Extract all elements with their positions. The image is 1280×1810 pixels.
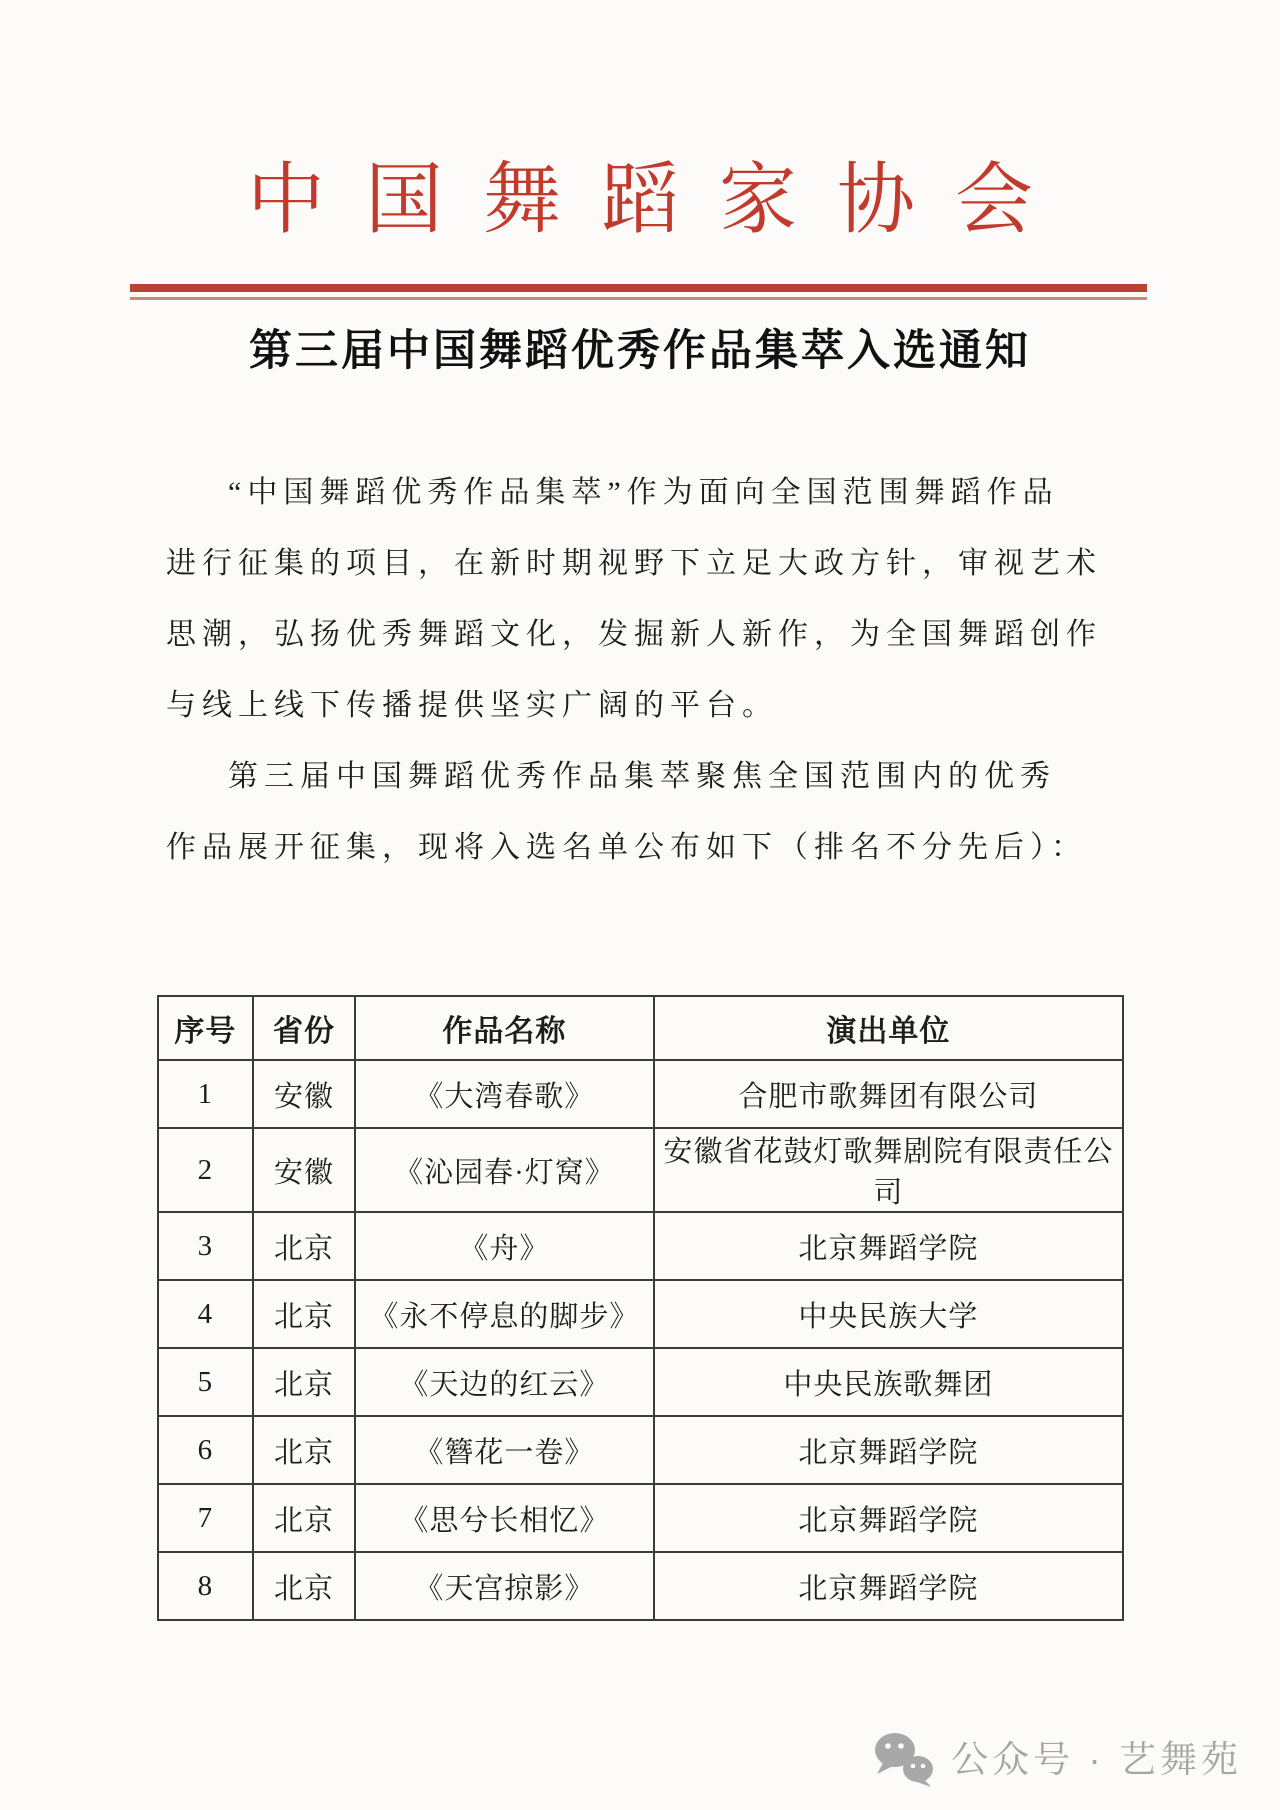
cell-unit: 北京舞蹈学院 [654,1552,1123,1620]
table-row [158,1416,1123,1484]
cell-no: 8 [158,1552,253,1620]
cell-no: 7 [158,1484,253,1552]
cell-no: 4 [158,1280,253,1348]
header-work: 作品名称 [355,996,654,1060]
header-rule-thin [130,297,1147,300]
cell-unit: 中央民族大学 [654,1280,1123,1348]
cell-province: 安徽 [253,1060,355,1128]
paragraph1-line4: 与线上线下传播提供坚实广阔的平台。 [166,689,778,722]
cell-work: 《舟》 [355,1212,654,1280]
cell-no: 2 [158,1128,253,1212]
cell-work: 《大湾春歌》 [355,1060,654,1128]
paragraph2-line1: 第三届中国舞蹈优秀作品集萃聚焦全国范围内的优秀 [228,760,1056,793]
paragraph1-line3: 思潮，弘扬优秀舞蹈文化，发掘新人新作，为全国舞蹈创作 [166,618,1102,651]
header-province: 省份 [253,996,355,1060]
watermark [871,1731,1242,1789]
header-unit: 演出单位 [654,996,1123,1060]
cell-province: 北京 [253,1280,355,1348]
paragraph1-line1: “中国舞蹈优秀作品集萃”作为面向全国范围舞蹈作品 [228,476,1059,509]
cell-no: 5 [158,1348,253,1416]
selection-table [157,995,1124,1621]
header-rule [130,284,1147,300]
cell-work: 《天边的红云》 [355,1348,654,1416]
cell-unit: 安徽省花鼓灯歌舞剧院有限责任公司 [654,1128,1123,1212]
cell-unit: 中央民族歌舞团 [654,1348,1123,1416]
cell-no: 1 [158,1060,253,1128]
cell-no: 6 [158,1416,253,1484]
table-row [158,1552,1123,1620]
header-rule-thick [130,284,1147,292]
page-title: 第三届中国舞蹈优秀作品集萃入选通知 [249,328,1031,375]
header-no: 序号 [158,996,253,1060]
table-row [158,1348,1123,1416]
table-row [158,1128,1123,1212]
cell-unit: 北京舞蹈学院 [654,1212,1123,1280]
cell-work: 《沁园春·灯窝》 [355,1128,654,1212]
table-header-row [158,996,1123,1060]
cell-work: 《天宫掠影》 [355,1552,654,1620]
paragraph1-line2: 进行征集的项目，在新时期视野下立足大政方针，审视艺术 [166,547,1102,580]
cell-unit: 北京舞蹈学院 [654,1416,1123,1484]
cell-no: 3 [158,1212,253,1280]
cell-work: 《永不停息的脚步》 [355,1280,654,1348]
table-row [158,1280,1123,1348]
cell-province: 北京 [253,1416,355,1484]
cell-province: 安徽 [253,1128,355,1212]
cell-unit: 合肥市歌舞团有限公司 [654,1060,1123,1128]
cell-province: 北京 [253,1348,355,1416]
cell-province: 北京 [253,1484,355,1552]
cell-work: 《簪花一卷》 [355,1416,654,1484]
paragraph2-line2: 作品展开征集，现将入选名单公布如下（排名不分先后）： [166,831,1087,864]
cell-unit: 北京舞蹈学院 [654,1484,1123,1552]
notice-body [166,457,1102,883]
wechat-icon [871,1731,937,1789]
org-name: 中国舞蹈家协会 [246,156,1073,243]
table-row [158,1484,1123,1552]
watermark-text: 公众号 · 艺舞苑 [951,1739,1242,1780]
org-header [0,152,1280,248]
table-row [158,1060,1123,1128]
cell-work: 《思兮长相忆》 [355,1484,654,1552]
cell-province: 北京 [253,1552,355,1620]
table-row [158,1212,1123,1280]
cell-province: 北京 [253,1212,355,1280]
